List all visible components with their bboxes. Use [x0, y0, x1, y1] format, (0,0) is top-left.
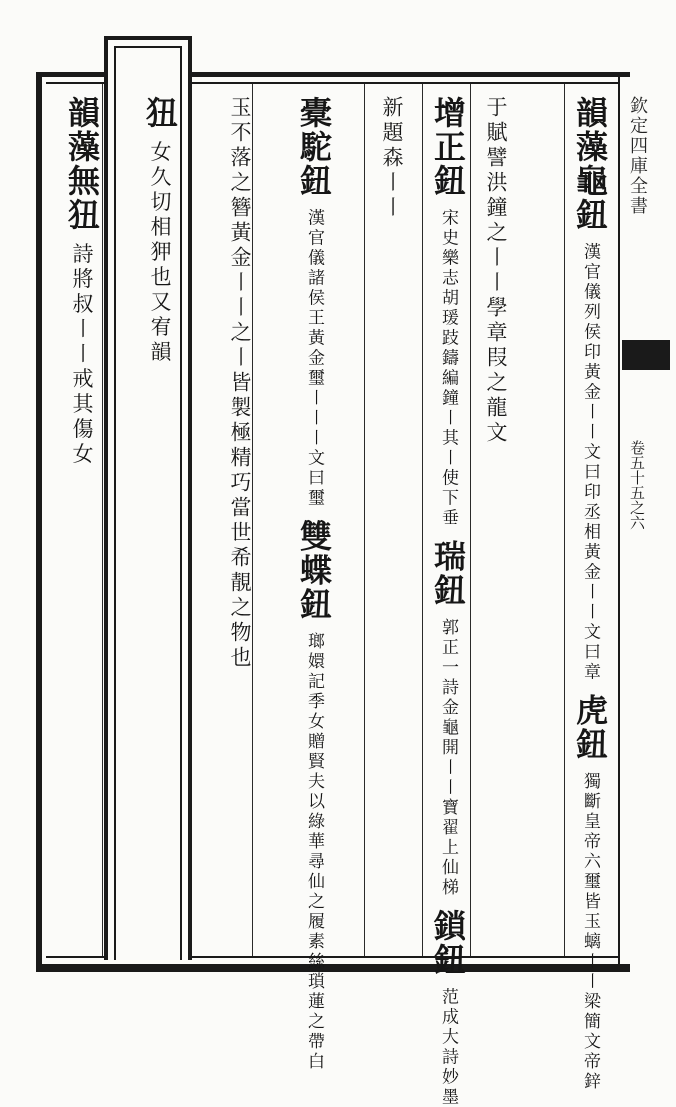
frame-left-border [36, 72, 42, 972]
frame-bottom-border [36, 964, 630, 972]
text-column-1 [570, 96, 610, 1093]
text-column-6 [220, 96, 260, 946]
margin-volume: 卷五十五之六 [628, 440, 646, 530]
column-rule [364, 84, 365, 956]
text-column-3 [428, 96, 468, 1107]
text-column-5 [294, 96, 334, 1073]
column-rule [102, 84, 103, 956]
entry-text: 宋史樂志胡瑗跂鑄編鐘〡其〡使下垂 [438, 208, 458, 529]
entry-text: 于賦譬洪鐘之〡〡學章叚之龍文 [484, 96, 508, 446]
text-column-7 [140, 96, 180, 946]
entry-heading: 韻藻龜鈕 [571, 96, 609, 232]
text-column-4 [372, 96, 412, 946]
entry-text: 詩將叔〡〡戒其傷女 [70, 242, 94, 468]
entry-text: 玉不落之簪黃金〡〡之〡皆製極精巧當世希靚之物也 [228, 96, 252, 671]
text-column-2 [476, 96, 516, 946]
entry-text: 女久切相狎也又宥韻 [148, 140, 172, 366]
margin-book-title: 欽定四庫全書 [627, 96, 648, 216]
margin-fishtail-mark [622, 340, 670, 370]
entry-heading: 狃 [141, 96, 179, 130]
entry-heading: 虎鈕 [571, 693, 609, 762]
entry-heading: 增正鈕 [429, 96, 467, 198]
entry-text: 郭正一詩金龜開〡〡寶翟上仙梯 [438, 618, 458, 899]
entry-heading: 橐駝鈕 [295, 96, 333, 198]
column-rule [564, 84, 565, 956]
entry-text: 新題森〡〡 [380, 96, 404, 221]
entry-text: 漢官儀列侯印黃金〡〡文曰印丞相黃金〡〡文曰章 [580, 242, 600, 683]
entry-heading: 瑞鈕 [429, 539, 467, 608]
column-rule [470, 84, 471, 956]
entry-text: 范成大詩妙墨 [438, 987, 458, 1107]
column-rule [422, 84, 423, 956]
entry-text: 獨斷皇帝六璽皆玉螭〡〡梁簡文帝鋅 [580, 772, 600, 1093]
entry-heading: 鎖鈕 [429, 908, 467, 977]
frame-right-border [618, 72, 620, 972]
entry-text: 漢官儀諸侯王黃金璽〡〡〡文曰璽 [304, 208, 324, 509]
text-column-8 [62, 96, 102, 946]
entry-heading: 韻藻無狃 [63, 96, 101, 232]
entry-text: 瑯嬛記季女贈賢夫以綠華尋仙之履素絲瑣蓮之帶白 [304, 632, 324, 1073]
entry-heading: 雙蝶鈕 [295, 519, 333, 622]
